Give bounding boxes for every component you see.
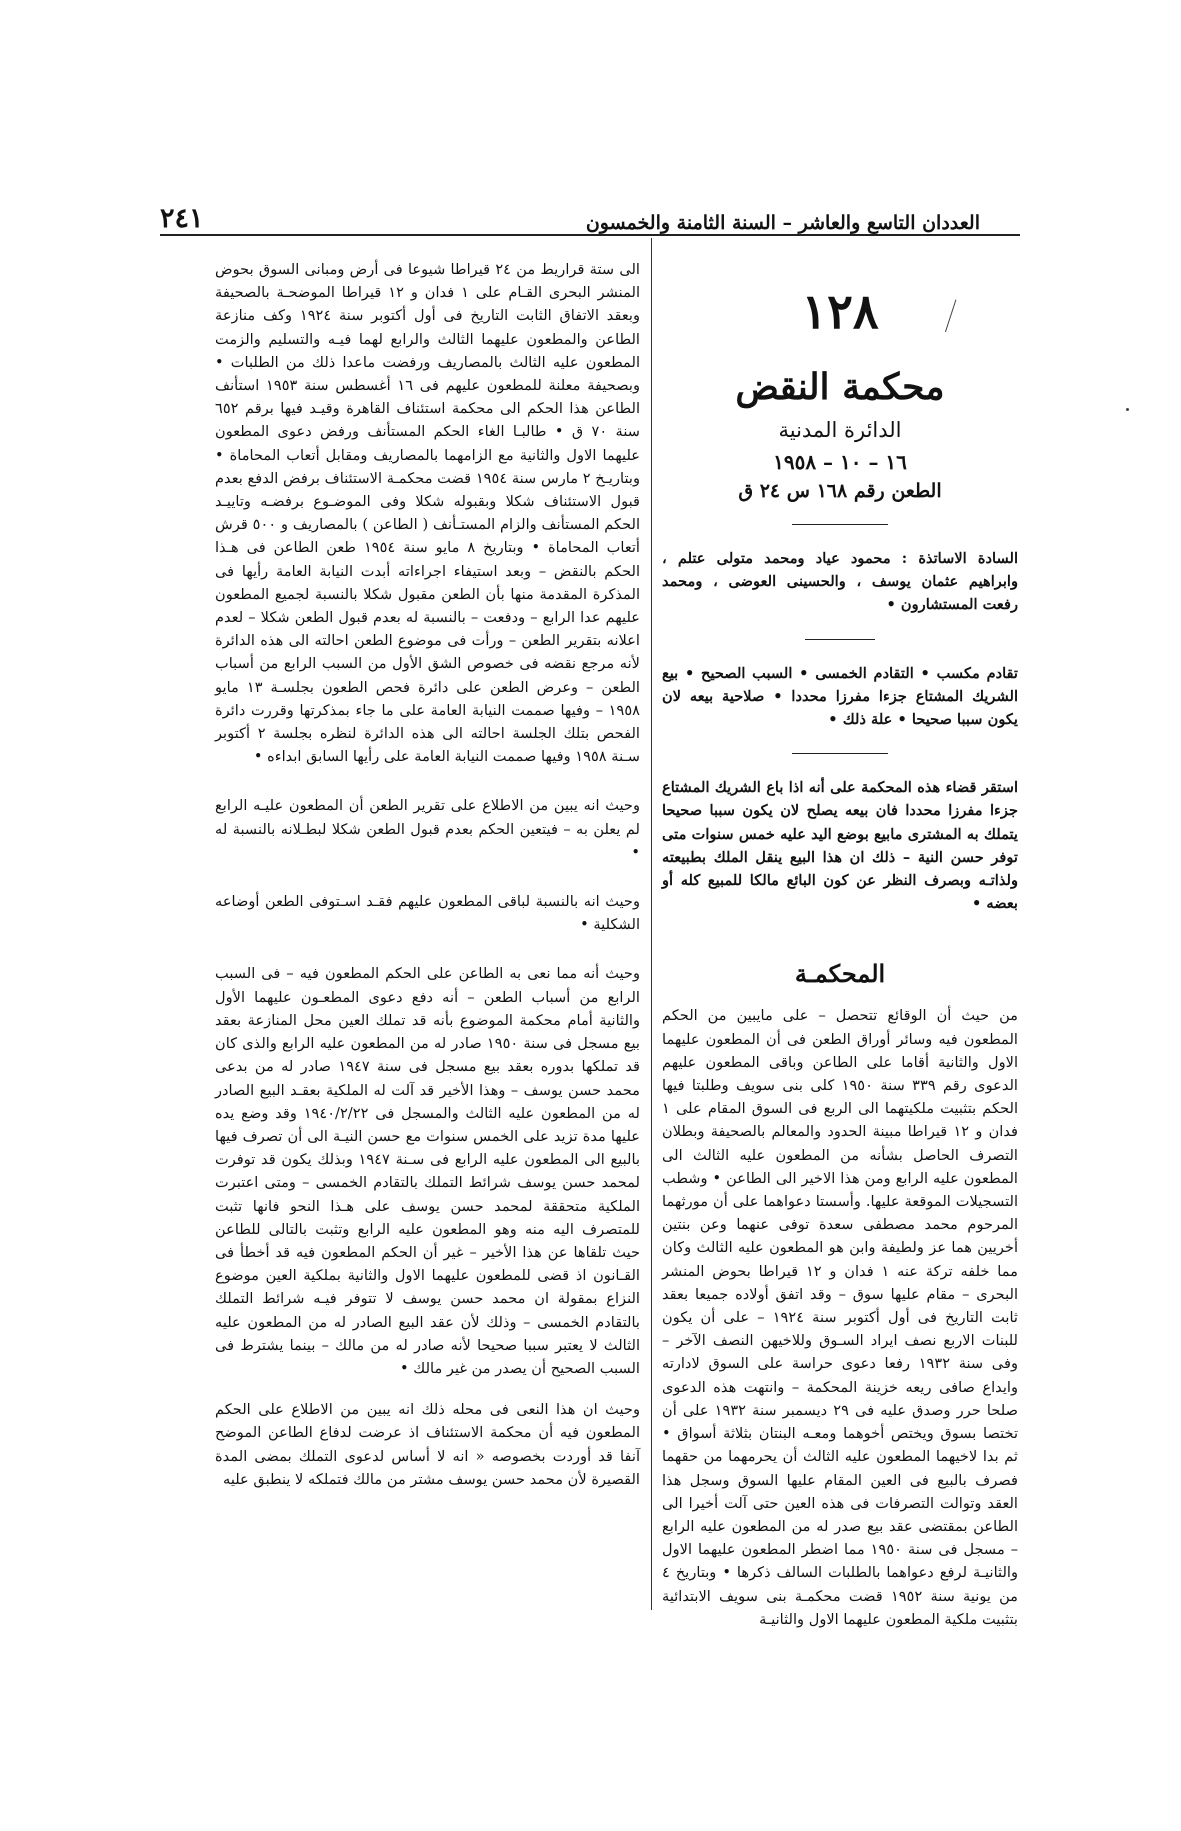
headnote-keywords: تقادم مكسب • التقادم الخمسى • السبب الصحيح • بيع الشريك المشتاع جزءا مفرزا محددا • صلاحية بيعه لان يكون سببا صحيحا • علة ذلك • xyxy=(662,664,1018,729)
running-title: العددان التاسع والعاشر – السنة الثامنة والخمسون xyxy=(585,212,980,234)
page-header xyxy=(160,190,1020,234)
body-paragraph: وحيث ان هذا النعى فى محله ذلك انه يبين من الاطلاع على الحكم المطعون فيه أن محكمة الاستئناف اذ عرضت لدفاع الطاعن الموضح آنفا قد أوردت بخصوصه « انه لا أساس لدعوى التملك بمضى المدة القصيرة لأن محمد حسن يوسف مشتر من مالك فتملكه لا ينطبق عليه xyxy=(215,1401,640,1488)
edge-mark xyxy=(1126,408,1129,411)
judges-paragraph: السادة الاساتذة : محمود عياد ومحمد متولى عتلم ، وابراهيم عثمان يوسف ، والحسينى العوضى ، ومحمد رفعت المستشارون • xyxy=(662,550,1018,614)
ruling-date: ١٦ – ١٠ – ١٩٥٨ xyxy=(773,450,907,474)
page-number: ٢٤١ xyxy=(160,203,204,234)
separator-rule xyxy=(792,524,888,525)
body-paragraph: من حيث أن الوقائع تتحصل – على مايبين من الحكم المطعون فيه وسائر أوراق الطعن فى أن المطعون عليهما الاول والثانية أقاما على الطاعن وباقى المطعون عليهم الدعوى رقم ٣٣٩ سنة ١٩٥٠ كلى بنى سويف وطلبتا فيها الحكم بتثبيت ملكيتهما الى الربع فى السوق المقام على ١ فدان و ١٢ قيراطا مبينة الحدود والمعالم بالصحيفة وبطلان التصرف الحاصل بشأنه من المطعون عليه الثالث الى المطعون عليه الرابع ومن هذا الاخير الى الطاعن • وشطب التسجيلات الموقعة عليها. وأسستا دعواهما على أن مورثهما المرحوم محمد مصطفى سعدة توفى عنهما وعن بنتين أخريين هما عز ولطيفة وابن هو المطعون عليه الثالث وكان مما خلفه تركة عنه ١ فدان و ١٢ قيراطا بحوض المنشر البحرى – مقام عليها سوق – وقد اتفق أولاده جميعا بعقد ثابت التاريخ فى أول أكتوبر سنة ١٩٢٤ – على أن يكون للبنات الاربع نصف ايراد السـوق وللاخيهن النصف الآخر – وفى سنة ١٩٣٢ رفعا دعوى حراسة على السوق لادارته وايداع صافى ريعه خزينة المحكمة – وانتهت هذه الدعوى صلحا حرر وصدق عليه فى ٢٩ ديسمبر سنة ١٩٣٢ على أن تختصا بسوق ويختص أخوهما ومعـه البنتان بثلاثة أسواق • ثم بدا لاخيهما المطعون عليه الثالث أن يحرمهما من حقهما فصرف بالبيع فى العين المقام عليها السوق وسجل هذا العقد وتوالت التصرفات فى هذه العين حتى آلت أخيرا الى الطاعن بمقتضى عقد بيع صدر له من المطعون عليه الرابع – مسجل فى سنة ١٩٥٠ مما اضطر المطعون عليهما الاول والثانيـة لرفع دعواهما بالطلبات السالف ذكرها • وبتاريخ ٤ من يونية سنة ١٩٥٢ قضت محكمـة بنى سويف الابتدائية بتثبيت ملكية المطعون عليهما الاول والثانيـة xyxy=(662,1007,1018,1628)
body-paragraph: وحيث انه بالنسبة لباقى المطعون عليهم فقـد اسـتوفى الطعن أوضاعه الشكلية • xyxy=(215,893,640,934)
court-section-title: المحكمـة xyxy=(794,959,886,989)
separator-rule xyxy=(805,639,875,640)
body-paragraph: وحيث أنه مما نعى به الطاعن على الحكم المطعون فيه – فى السبب الرابع من أسباب الطعن – أنه دفع دعوى المطعـون عليهما الأول والثانية أمام محكمة الموضوع بأنه قد تملك العين محل المنازعة بعقد بيع مسجل فى سنة ١٩٥٠ صادر له من المطعون عليه الرابع والذى كان قد تملكها بدوره بعقد بيع مسجل فى سنة ١٩٤٧ صادر له من بدعى محمد حسن يوسف – وهذا الأخير قد آلت له الملكية بعقـد البيع الصادر له من المطعون عليه الثالث والمسجل فى ١٩٤٠/٢/٢٢ وقد وضع يده عليها مدة تزيد على الخمس سنوات مع حسن النيـة الى أن تصرف فيها بالبيع الى المطعون عليه الرابع فى سـنة ١٩٤٧ وبذلك يكون قد توفرت لمحمد حسن يوسف شرائط التملك بالتقادم الخمسى – ومتى اعتبرت الملكية متحققة لمحمد حسن يوسف على هـذا النحو فانها تثبت للمتصرف اليه منه وهو المطعون عليه الرابع وتثبت بالتالى للطاعن حيث تلقاها عن هذا الأخير – غير أن الحكم المطعون فيه قد أخطأ فى القـانون اذ قضى للمطعون عليهما الاول والثانية بملكية العين موضوع النزاع بمقولة ان محمد حسن يوسف لا تتوفر فيـه شرائط التملك بالتقادم الخمسى – وذلك لأن عقد البيع الصادر له من المطعون عليه الثالث لا يعتبر سببا صحيحا لأنه صادر له من مالك – بينما يشترط فى السبب الصحيح أن يصدر من غير مالك • xyxy=(215,965,641,1377)
circuit-name: الدائرة المدنية xyxy=(778,418,902,442)
court-name: محكمة النقض xyxy=(735,366,945,408)
legal-principle: استقر قضاء هذه المحكمة على أنه اذا باع الشريك المشتاع جزءا مفرزا محددا فان بيعه يصلح لان يكون سببا صحيحا يتملك به المشترى مابيع بوضع اليد عليه خمس سنوات متى توفر حسن النية – ذلك ان هذا البيع ينقل الملك بطبيعته ولذاتـه وبصرف النظر عن كون البائع مالكا للمبيع كله أو بعضه • xyxy=(662,779,1018,913)
header-rule xyxy=(160,234,1020,236)
left-column xyxy=(215,258,640,1491)
right-column xyxy=(662,248,1018,1631)
case-number: ١٢٨ xyxy=(801,284,879,340)
separator-rule xyxy=(792,753,888,754)
body-paragraph: الى ستة قراريط من ٢٤ قيراطا شيوعا فى أرض ومبانى السوق بحوض المنشر البحرى القـام على ١ فدان و ١٢ قيراطا الموضحـة بالصحيفة وبعقد الاتفاق الثابت التاريخ فى أول أكتوبر سنة ١٩٢٤ وكف منازعة الطاعن والمطعون عليهما الثالث والرابع لهما فيـه والتسليم والزمت المطعون عليه الثالث بالمصاريف ورفضت ماعدا ذلك من الطلبات • وبصحيفة معلنة للمطعون عليهم فى ١٦ أغسطس سنة ١٩٥٣ استأنف الطاعن هذا الحكم الى محكمة استئناف القاهرة وقيـد فيها برقم ٦٥٢ سنة ٧٠ ق • طالبـا الغاء الحكم المستأنف ورفض دعوى المطعون عليهما الاول والثانية مع الزامهما بالمصاريف ومقابل أتعاب المحاماة • وبتاريـخ ٢ مارس سنة ١٩٥٤ قضت محكمـة الاستئناف برفض الدفع بعدم قبول الاستئناف شكلا وبقبوله شكلا وفى الموضـوع برفضـه وتاييـد الحكم المستأنف والزام المستـأنف ( الطاعن ) بالمصاريف و ٥٠٠ قرش أتعاب المحاماة • وبتاريخ ٨ مايو سنة ١٩٥٤ طعن الطاعن فى هـذا الحكم بالنقض – وبعد استيفاء اجراءاته أبدت النيابة العامة رأيها فى المذكرة المقدمة منها بأن الطعن مقبول شكلا بالنسبة لجميع المطعون عليهم عدا الرابع – ودفعت – بالنسبة له بعدم قبول الطعن شكلا – لعدم اعلانه بتقرير الطعن – ورأت فى موضوع الطعن احالته الى هذه الدائرة لأنه مرجع نقضه فى خصوص الشق الأول من السبب الرابع من أسباب الطعن – وعرض الطعن على دائرة فحص الطعون بجلسـة ١٣ مايو ١٩٥٨ – وفيها صممت النيابة العامة على ما جاء بمذكرتها وقررت دائرة الفحص بتلك الجلسة احالته الى هذه الدائرة لنظره بجلسة ٢ أكتوبر سـنة ١٩٥٨ وفيها صممت النيابة العامة على رأيها السابق ابداءه • xyxy=(215,261,641,766)
appeal-number: الطعن رقم ١٦٨ س ٢٤ ق xyxy=(738,480,942,502)
body-paragraph: وحيث انه يبين من الاطلاع على تقرير الطعن أن المطعون عليـه الرابع لم يعلن به – فيتعين الحكم بعدم قبول الطعن شكلا لبطـلانه بالنسبة له • xyxy=(215,797,640,861)
column-divider xyxy=(651,238,652,1610)
